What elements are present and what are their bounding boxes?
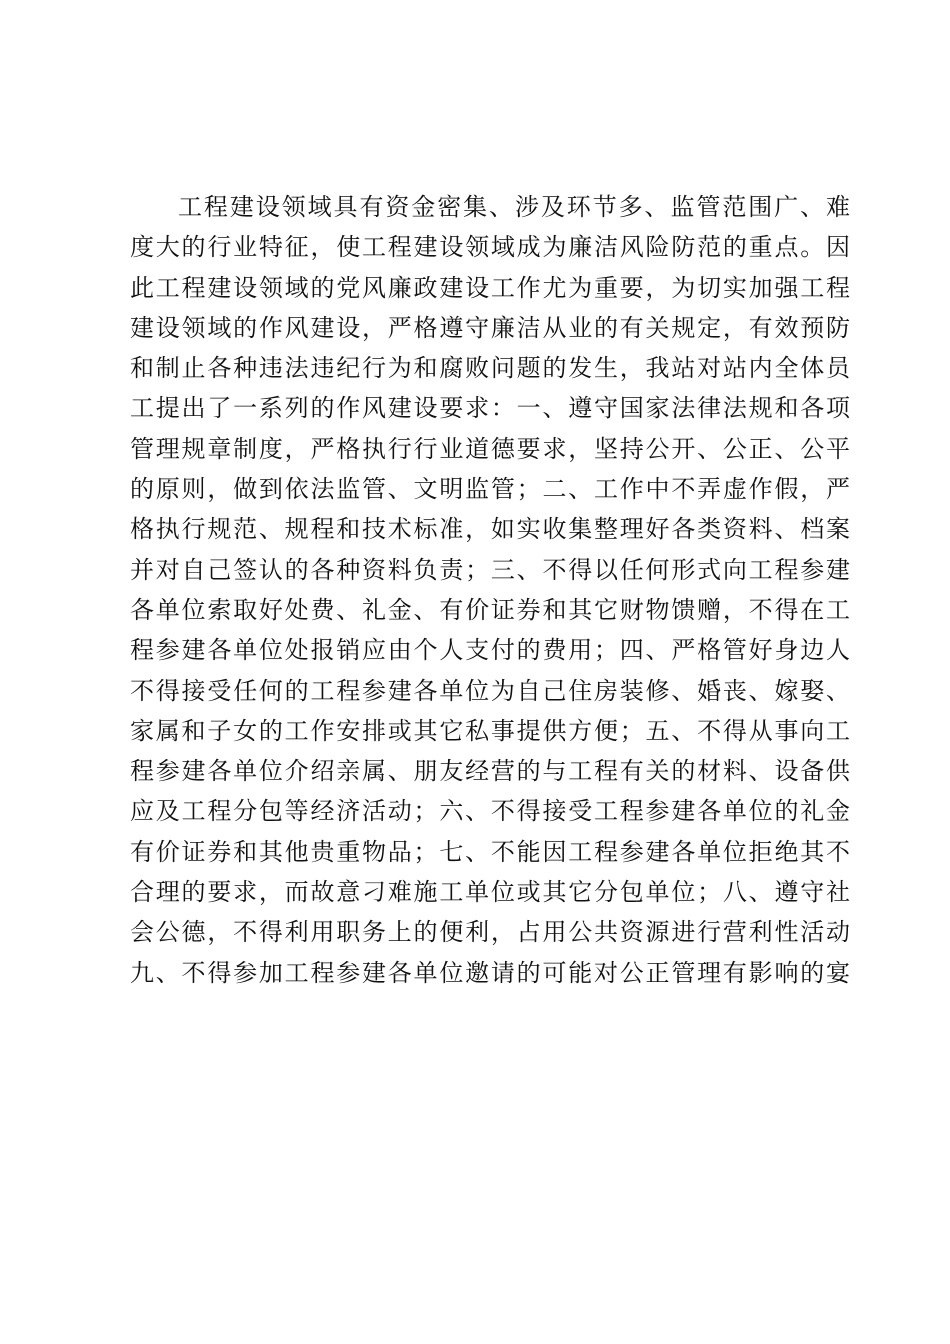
- paragraph-line: 各单位索取好处费、礼金、有价证券和其它财物馈赠，不得在工: [130, 595, 850, 624]
- paragraph-line: 工程建设领域具有资金密集、涉及环节多、监管范围广、难: [178, 193, 850, 221]
- paragraph-line: 合理的要求，而故意刁难施工单位或其它分包单位；八、遵守社: [130, 878, 850, 907]
- paragraph-line: 程参建各单位介绍亲属、朋友经营的与工程有关的材料、设备供: [130, 757, 850, 786]
- paragraph-line: 建设领域的作风建设，严格遵守廉洁从业的有关规定，有效预防: [130, 313, 850, 342]
- paragraph-line: 此工程建设领域的党风廉政建设工作尤为重要，为切实加强工程: [130, 273, 850, 302]
- paragraph-line: 会公德，不得利用职务上的便利，占用公共资源进行营利性活动: [130, 918, 850, 947]
- paragraph-line: 应及工程分包等经济活动；六、不得接受工程参建各单位的礼金: [130, 797, 850, 826]
- paragraph-line: 家属和子女的工作安排或其它私事提供方便；五、不得从事向工: [130, 716, 850, 745]
- paragraph-line: 工提出了一系列的作风建设要求：一、遵守国家法律法规和各项: [130, 394, 850, 423]
- paragraph-line: 不得接受任何的工程参建各单位为自己住房装修、婚丧、嫁娶、: [130, 676, 850, 705]
- paragraph-line: 格执行规范、规程和技术标准，如实收集整理好各类资料、档案: [130, 515, 850, 544]
- paragraph-line: 度大的行业特征，使工程建设领域成为廉洁风险防范的重点。因: [130, 233, 850, 262]
- paragraph-line: 管理规章制度，严格执行行业道德要求，坚持公开、公正、公平: [130, 434, 850, 463]
- paragraph-line: 并对自己签认的各种资料负责；三、不得以任何形式向工程参建: [130, 555, 850, 584]
- paragraph-line: 的原则，做到依法监管、文明监管；二、工作中不弄虚作假，严: [130, 475, 850, 504]
- body-paragraph: [130, 187, 850, 993]
- paragraph-line: 有价证券和其他贵重物品；七、不能因工程参建各单位拒绝其不: [130, 837, 850, 866]
- paragraph-line: 和制止各种违法违纪行为和腐败问题的发生，我站对站内全体员: [130, 354, 850, 383]
- paragraph-line: 程参建各单位处报销应由个人支付的费用；四、严格管好身边人: [130, 636, 850, 665]
- paragraph-line: 九、不得参加工程参建各单位邀请的可能对公正管理有影响的宴: [130, 958, 850, 987]
